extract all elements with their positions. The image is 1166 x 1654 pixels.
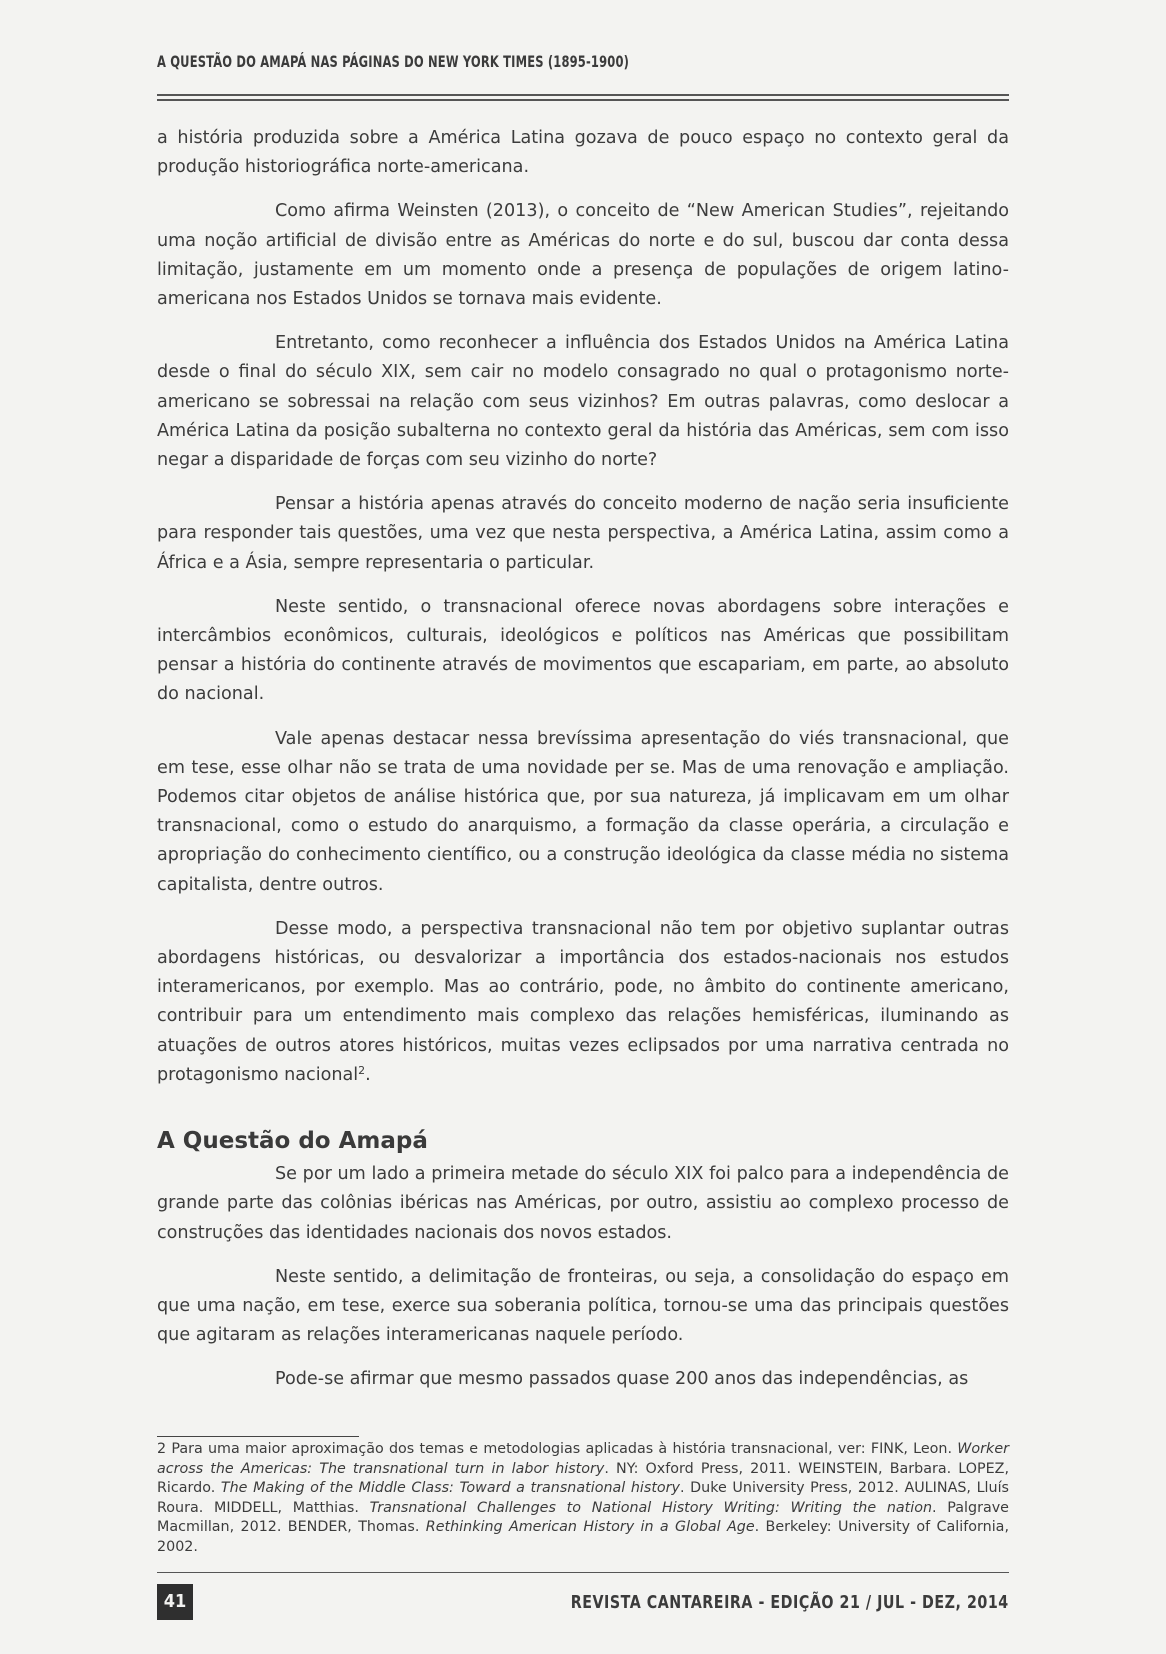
footnote-title: Rethinking American History in a Global Age	[425, 1519, 755, 1535]
page-number: 41	[157, 1584, 193, 1620]
footnote-text: . Duke University Press, 2012. AULINAS, Lluís Roura. MIDDELL, Matthias.	[157, 1480, 1009, 1516]
paragraph-7	[157, 915, 1009, 1090]
paragraph-9: Neste sentido, a delimitação de fronteiras, ou seja, a consolidação do espaço em que uma nação, em tese, exerce sua soberania política, tornou-se uma das principais questões que agitaram as relações interamericanas naquele período.	[157, 1266, 1009, 1346]
footnote-text: 2 Para uma maior aproximação dos temas e metodologias aplicadas à história transnacional, ver: FINK, Leon.	[157, 1441, 958, 1457]
paragraph-10: Pode-se afirmar que mesmo passados quase 200 anos das independências, as	[275, 1369, 969, 1390]
paragraph-7-text: Desse modo, a perspectiva transnacional não tem por objetivo suplantar outras abordagens históricas, ou desvalorizar a importância dos estados-nacionais nos estudos interamericanos, por exemplo. Mas ao contrário, pode, no âmbito do continente americano, contribuir para um entendimento mais complexo das relações hemisféricas, iluminando as atuações de outros atores históricos, muitas vezes eclipsados por uma narrativa centrada no protagonismo nacional	[157, 918, 1009, 1085]
paragraph-3: Entretanto, como reconhecer a influência dos Estados Unidos na América Latina desde o final do século XIX, sem cair no modelo consagrado no qual o protagonismo norte-americano se sobressai na relação com seus vizinhos? Em outras palavras, como deslocar a América Latina da posição subalterna no contexto geral da história das Américas, sem com isso negar a disparidade de forças com seu vizinho do norte?	[157, 333, 1009, 471]
header-double-rule	[157, 94, 1009, 101]
footer-rule	[157, 1572, 1009, 1573]
running-header: A QUESTÃO DO AMAPÁ NAS PÁGINAS DO NEW YORK TIMES (1895-1900)	[157, 52, 630, 71]
footnote-text: . Berkeley: University of California, 2002.	[157, 1519, 1009, 1555]
paragraph-5: Neste sentido, o transnacional oferece novas abordagens sobre interações e intercâmbios econômicos, culturais, ideológicos e políticos nas Américas que possibilitam pensar a história do continente através de movimentos que escapariam, em parte, ao absoluto do nacional.	[157, 596, 1009, 705]
footnote-title: The Making of the Middle Class: Toward a transnational history	[220, 1480, 681, 1496]
body-text	[157, 124, 1009, 1410]
paragraph-6: Vale apenas destacar nessa brevíssima apresentação do viés transnacional, que em tese, esse olhar não se trata de uma novidade per se. Mas de uma renovação e ampliação. Podemos citar objetos de análise histórica que, por sua natureza, já implicavam em um olhar transnacional, como o estudo do anarquismo, a formação da classe operária, a circulação e apropriação do conhecimento científico, ou a construção ideológica da classe média no sistema capitalista, dentre outros.	[157, 728, 1009, 895]
paragraph-7-end: .	[365, 1064, 371, 1085]
section-title: A Questão do Amapá	[157, 1128, 428, 1155]
paragraph-8: Se por um lado a primeira metade do século XIX foi palco para a independência de grande parte das colônias ibéricas nas Américas, por outro, assistiu ao complexo processo de construções das identidades nacionais dos novos estados.	[157, 1164, 1009, 1243]
paragraph-1: a história produzida sobre a América Latina gozava de pouco espaço no contexto geral da produção historiográfica norte-americana.	[157, 128, 1009, 178]
paragraph-4: Pensar a história apenas através do conceito moderno de nação seria insuficiente para responder tais questões, uma vez que nesta perspectiva, a América Latina, assim como a África e a Ásia, sempre representaria o particular.	[157, 494, 1009, 573]
footnote-text: . Palgrave Macmillan, 2012. BENDER, Thomas.	[157, 1499, 1009, 1535]
footnote-ref-2[interactable]: 2	[358, 1063, 366, 1077]
footnote-title: Transnational Challenges to National History Writing: Writing the nation	[369, 1499, 933, 1516]
footnote-separator	[157, 1436, 359, 1437]
running-footer: REVISTA CANTAREIRA - EDIÇÃO 21 / JUL - DEZ, 2014	[570, 1592, 1009, 1613]
footnote-title: Worker across the Americas: The transnational turn in labor history	[157, 1441, 1009, 1477]
footnote-2	[157, 1440, 1009, 1557]
paragraph-2: Como afirma Weinsten (2013), o conceito de “New American Studies”, rejeitando uma noção artificial de divisão entre as Américas do norte e do sul, buscou dar conta dessa limitação, justamente em um momento onde a presença de populações de origem latino-americana nos Estados Unidos se tornava mais evidente.	[157, 201, 1009, 310]
footnote-text: . NY: Oxford Press, 2011. WEINSTEIN, Barbara. LOPEZ, Ricardo.	[157, 1460, 1009, 1496]
